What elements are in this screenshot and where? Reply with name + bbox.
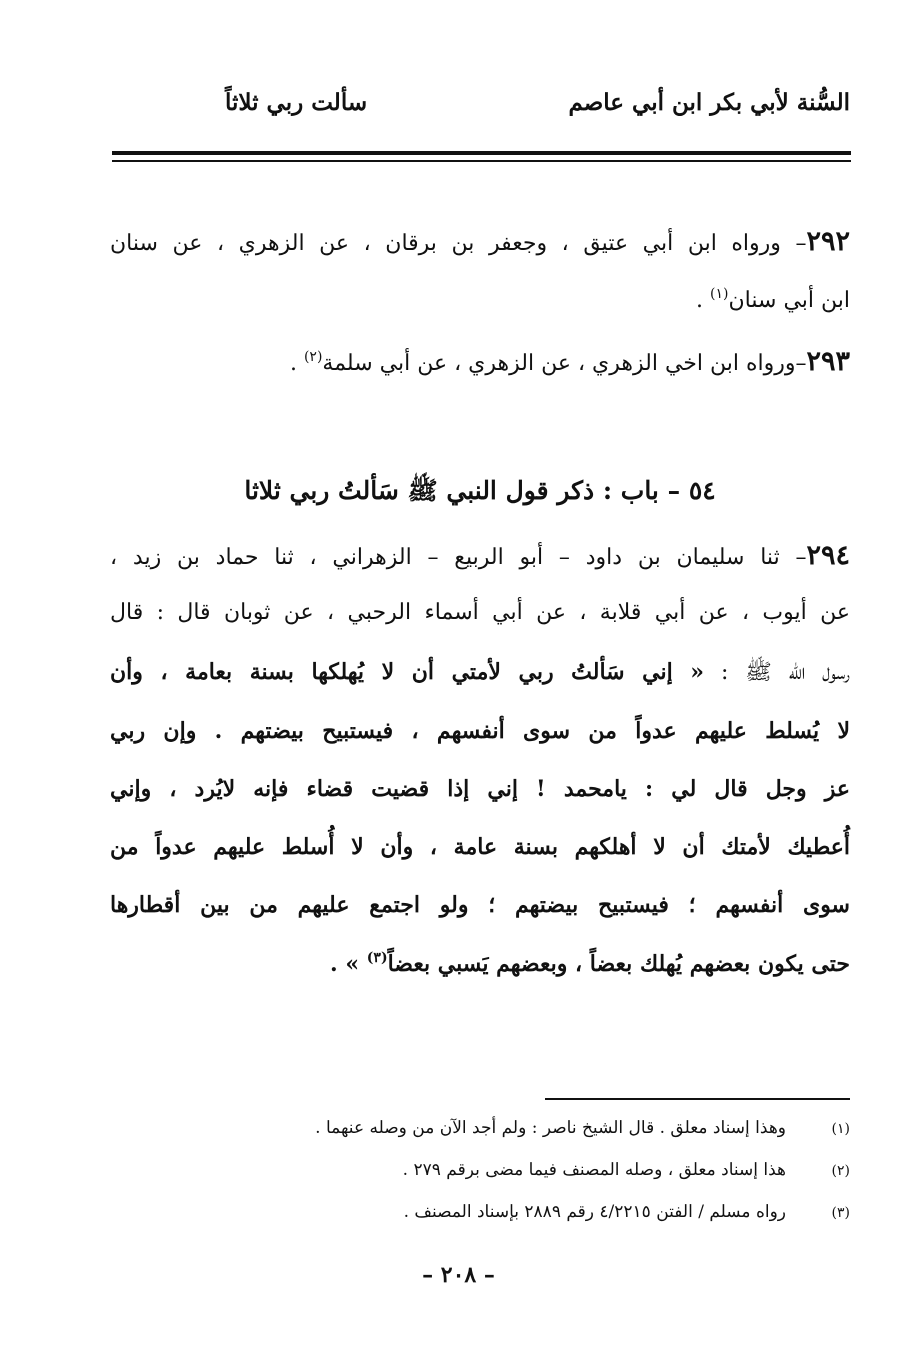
footnote-ref[interactable]: (٣) (366, 950, 388, 966)
hadith-quote: حتى يكون بعضهم يُهلك بعضاً ، وبعضهم يَسبي بعضاً (387, 951, 850, 977)
hadith-line-5: عز وجل قال لي : يامحمد ! إني إذا قضيت قضاء فإنه لايُرد ، وإني (110, 776, 850, 802)
hadith-line-8 (330, 950, 850, 977)
footnote-text: رواه مسلم / الفتن ٤/٢٢١٥ رقم ٢٨٨٩ بإسناد المصنف . (403, 1202, 786, 1222)
entry-text: – ورواه ابن أبي عتيق ، وجعفر بن برقان ، عن الزهري ، عن سنان (110, 231, 807, 256)
quote-close: » . (330, 951, 360, 977)
hadith-quote: « إني سَألتُ ربي لأمتي أن لا يُهلكها بسنة بعامة ، وأن (110, 659, 705, 685)
entry-period: . (696, 288, 704, 313)
page-number: – ٢٠٨ – (422, 1262, 495, 1288)
hadith-line-4: لا يُسلط عليهم عدواً من سوى أنفسهم ، فيستبيح بيضتهم . وإن ربي (110, 718, 850, 744)
hadith-line-6: أُعطيك لأمتك أن لا أهلكهم بسنة عامة ، وأن لا أُسلط عليهم عدواً من (110, 834, 850, 860)
footnote-ref[interactable]: (١) (710, 286, 729, 302)
entry-293-line-1 (290, 346, 850, 377)
hadith-line-7: سوى أنفسهم ؛ فيستبيح بيضتهم ؛ ولو اجتمع عليهم من بين أقطارها (110, 892, 850, 918)
footnote-mark: (٢) (831, 1163, 850, 1179)
entry-number: ٢٩٣ (806, 346, 850, 377)
header-rule-thin (112, 160, 851, 162)
hadith-number: ٢٩٤ (806, 540, 850, 571)
footnote-rule (545, 1098, 850, 1100)
hadith-line-3 (110, 658, 850, 690)
entry-number: ٢٩٢ (806, 226, 850, 257)
hadith-text: – ثنا سليمان بن داود – أبو الربيع – الزهراني ، ثنا حماد بن زيد ، (110, 545, 807, 570)
footnote-text: وهذا إسناد معلق . قال الشيخ ناصر : ولم أجد الآن من وصله عنهما . (315, 1118, 786, 1138)
entry-period: . (289, 351, 297, 376)
entry-292-line-2 (696, 286, 850, 313)
footnote-mark: (١) (831, 1121, 850, 1137)
book-title: السُّنة لأبي بكر ابن أبي عاصم (568, 88, 850, 116)
footnote-mark: (٣) (831, 1205, 850, 1221)
footnote-3 (404, 1202, 850, 1222)
entry-text: ابن أبي سنان (728, 288, 850, 313)
footnote-ref[interactable]: (٢) (303, 349, 323, 365)
footnote-text: هذا إسناد معلق ، وصله المصنف فيما مضى برقم ٢٧٩ . (402, 1160, 786, 1180)
hadith-text: رسول الله ﷺ : (720, 660, 850, 685)
chapter-title: سألت ربي ثلاثاً (225, 88, 368, 116)
footnote-2 (403, 1160, 850, 1180)
header-rule-thick (112, 151, 851, 155)
hadith-line-1 (110, 540, 850, 571)
running-header (225, 82, 850, 122)
section-heading: ٥٤ – باب : ذكر قول النبي ﷺ سَألتُ ربي ثلاثا (244, 476, 716, 505)
footnote-1 (315, 1118, 850, 1138)
entry-text: –ورواه ابن اخي الزهري ، عن الزهري ، عن أبي سلمة (322, 351, 807, 376)
entry-292-line-1 (110, 226, 850, 257)
hadith-line-2: عن أيوب ، عن أبي قلابة ، عن أبي أسماء الرحبي ، عن ثوبان قال : قال (110, 600, 850, 625)
